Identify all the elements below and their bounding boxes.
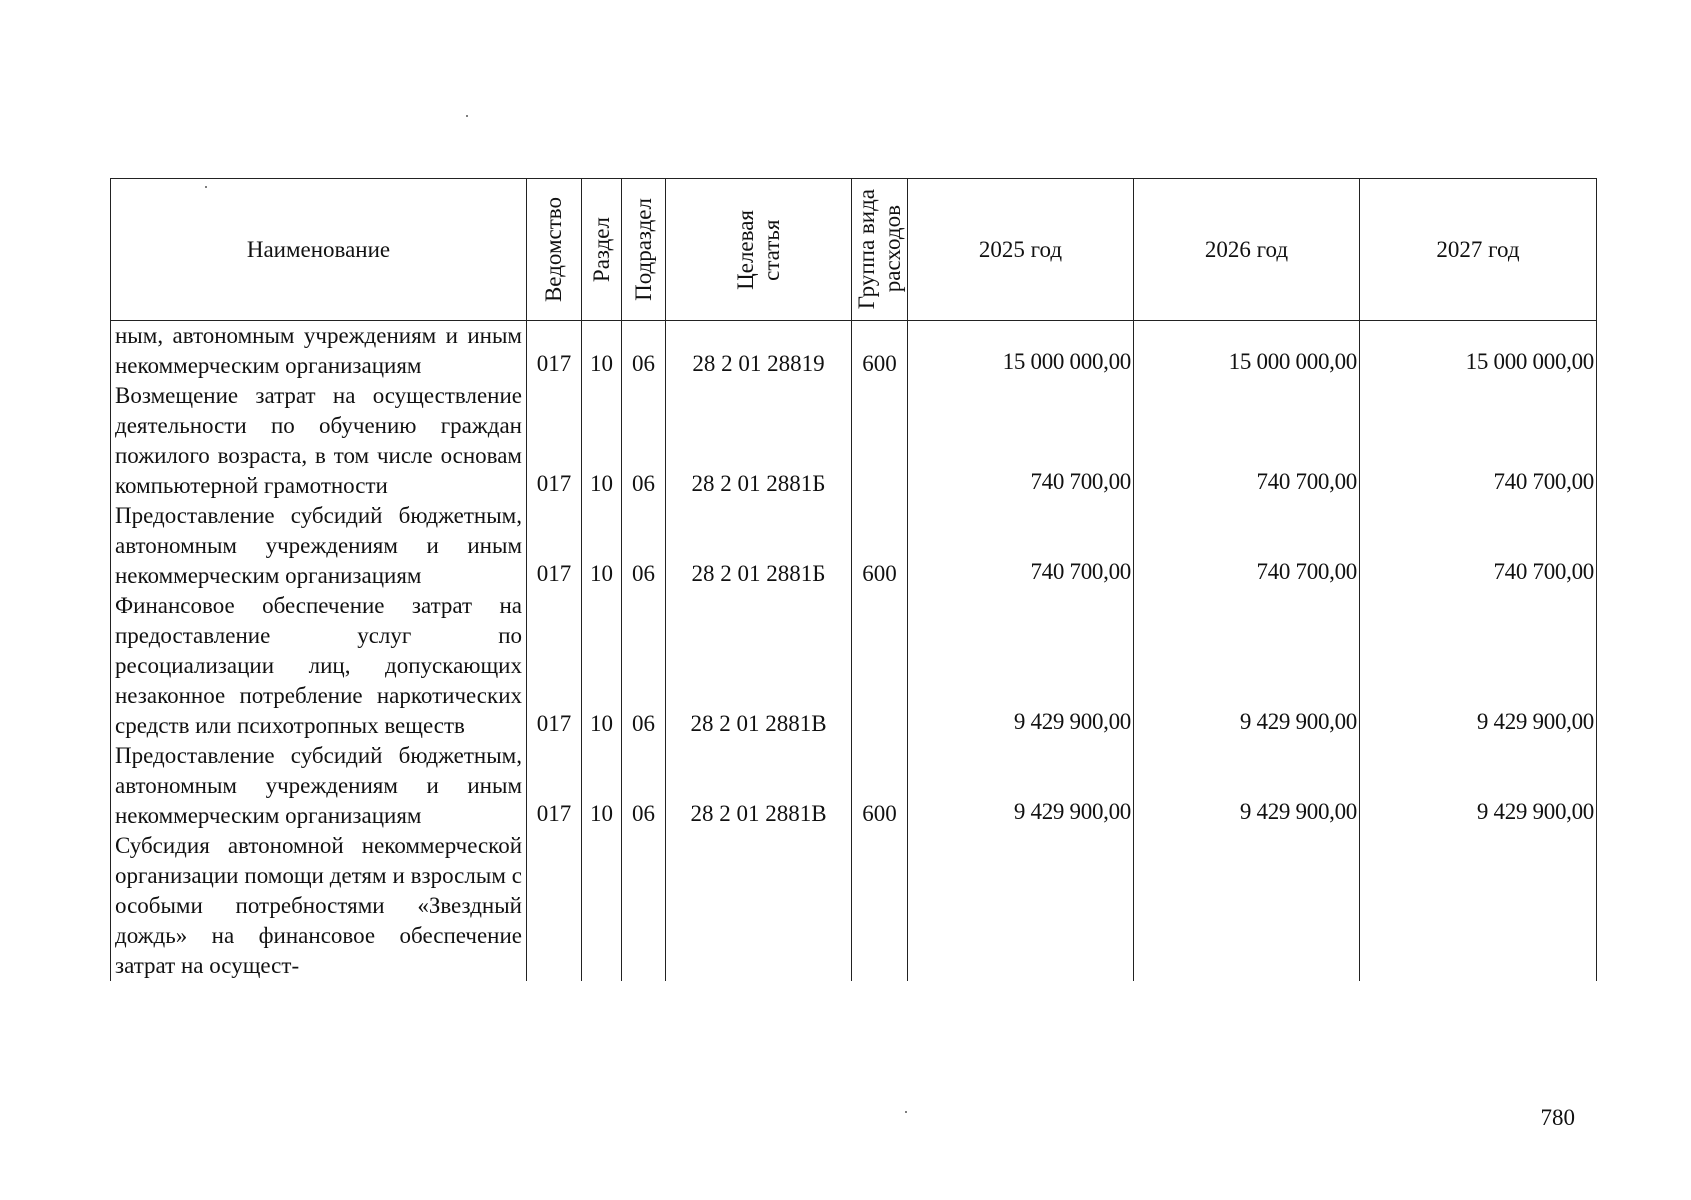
- header-expense-group: [852, 179, 908, 321]
- header-expense-group-label: [854, 189, 906, 309]
- header-year-2025: [908, 179, 1134, 321]
- row-amount-2025: [908, 831, 1134, 981]
- table-row: [111, 591, 1597, 741]
- row-amount-2027: 740 700,00: [1360, 381, 1597, 501]
- row-section: 10: [582, 741, 622, 831]
- row-amount-2027: 9 429 900,00: [1360, 591, 1597, 741]
- row-amount-2025: 9 429 900,00: [908, 591, 1134, 741]
- header-subsection: [622, 179, 666, 321]
- row-department: 017: [527, 321, 582, 382]
- row-section: [582, 831, 622, 981]
- row-target-article: 28 2 01 2881В: [666, 741, 852, 831]
- row-department: [527, 831, 582, 981]
- header-department-label: Ведомство: [541, 196, 566, 303]
- row-target-article: [666, 831, 852, 981]
- row-amount-2026: 740 700,00: [1134, 381, 1360, 501]
- row-section: 10: [582, 591, 622, 741]
- row-expense-group: [852, 381, 908, 501]
- header-department: [527, 179, 582, 321]
- table-row: [111, 831, 1597, 981]
- header-subsection-label: Подраздел: [630, 198, 656, 301]
- row-name: Финансовое обеспечение затрат на предоставление услуг по ресоциализации лиц, допускающих незаконное потребление наркотических средств или психотропных веществ: [111, 591, 527, 741]
- header-name-label: Наименование: [246, 236, 391, 262]
- header-name: [111, 179, 527, 321]
- row-amount-2026: 9 429 900,00: [1134, 591, 1360, 741]
- row-amount-2025: 740 700,00: [908, 501, 1134, 591]
- row-amount-2027: 15 000 000,00: [1360, 321, 1597, 382]
- page-number: 780: [1540, 1105, 1575, 1130]
- row-expense-group: 600: [852, 741, 908, 831]
- table-row: [111, 741, 1597, 831]
- row-amount-2027: 9 429 900,00: [1360, 741, 1597, 831]
- header-section-label: Раздел: [588, 216, 614, 283]
- header-year-2026-label: 2026 год: [1204, 236, 1289, 262]
- row-amount-2026: 9 429 900,00: [1134, 741, 1360, 831]
- row-target-article: 28 2 01 28819: [666, 321, 852, 382]
- row-amount-2026: [1134, 831, 1360, 981]
- header-year-2027: [1360, 179, 1597, 321]
- row-department: 017: [527, 381, 582, 501]
- row-target-article: 28 2 01 2881В: [666, 591, 852, 741]
- header-target-article-line1: Целевая: [732, 209, 758, 290]
- scan-speck: [905, 1111, 907, 1113]
- row-target-article: 28 2 01 2881Б: [666, 381, 852, 501]
- header-expense-group-line1: Группа вида: [853, 189, 879, 310]
- row-subsection: 06: [622, 321, 666, 382]
- row-name: Предоставление субсидий бюджетным, автономным учреждениям и иным некоммерческим организациям: [111, 741, 527, 831]
- row-name: ным, автономным учреждениям и иным некоммерческим организациям: [111, 321, 527, 382]
- row-amount-2026: 15 000 000,00: [1134, 321, 1360, 382]
- row-subsection: 06: [622, 381, 666, 501]
- row-expense-group: 600: [852, 501, 908, 591]
- table-row: [111, 321, 1597, 382]
- row-amount-2027: 740 700,00: [1360, 501, 1597, 591]
- row-name: Предоставление субсидий бюджетным, автономным учреждениям и иным некоммерческим организациям: [111, 501, 527, 591]
- row-subsection: 06: [622, 501, 666, 591]
- row-amount-2025: 15 000 000,00: [908, 321, 1134, 382]
- row-amount-2025: 740 700,00: [908, 381, 1134, 501]
- row-expense-group: [852, 831, 908, 981]
- header-year-2026: [1134, 179, 1360, 321]
- header-year-2027-label: 2027 год: [1436, 236, 1520, 262]
- header-expense-group-line2: расходов: [879, 205, 905, 294]
- table-header-row: [111, 179, 1597, 321]
- row-expense-group: [852, 591, 908, 741]
- row-expense-group: 600: [852, 321, 908, 382]
- header-year-2025-label: 2025 год: [978, 236, 1063, 262]
- row-section: 10: [582, 321, 622, 382]
- row-amount-2027: [1360, 831, 1597, 981]
- row-target-article: 28 2 01 2881Б: [666, 501, 852, 591]
- row-subsection: 06: [622, 591, 666, 741]
- header-target-article: [666, 179, 852, 321]
- row-amount-2026: 740 700,00: [1134, 501, 1360, 591]
- header-target-article-label: [733, 210, 785, 290]
- row-amount-2025: 9 429 900,00: [908, 741, 1134, 831]
- table-row: [111, 501, 1597, 591]
- row-name: Субсидия автономной некоммерческой организации помощи детям и взрослым с особыми потребностями «Звездный дождь» на финансовое обеспечение затрат на осущест-: [111, 831, 527, 981]
- scan-speck: [466, 115, 468, 117]
- row-subsection: 06: [622, 741, 666, 831]
- row-subsection: [622, 831, 666, 981]
- row-name: Возмещение затрат на осуществление деятельности по обучению граждан пожилого возраста, в том числе основам компьютерной грамотности: [111, 381, 527, 501]
- table-row: [111, 381, 1597, 501]
- row-department: 017: [527, 591, 582, 741]
- row-section: 10: [582, 501, 622, 591]
- budget-table: [110, 178, 1597, 981]
- row-department: 017: [527, 741, 582, 831]
- row-section: 10: [582, 381, 622, 501]
- header-target-article-line2: статья: [758, 218, 784, 281]
- row-department: 017: [527, 501, 582, 591]
- header-section: [582, 179, 622, 321]
